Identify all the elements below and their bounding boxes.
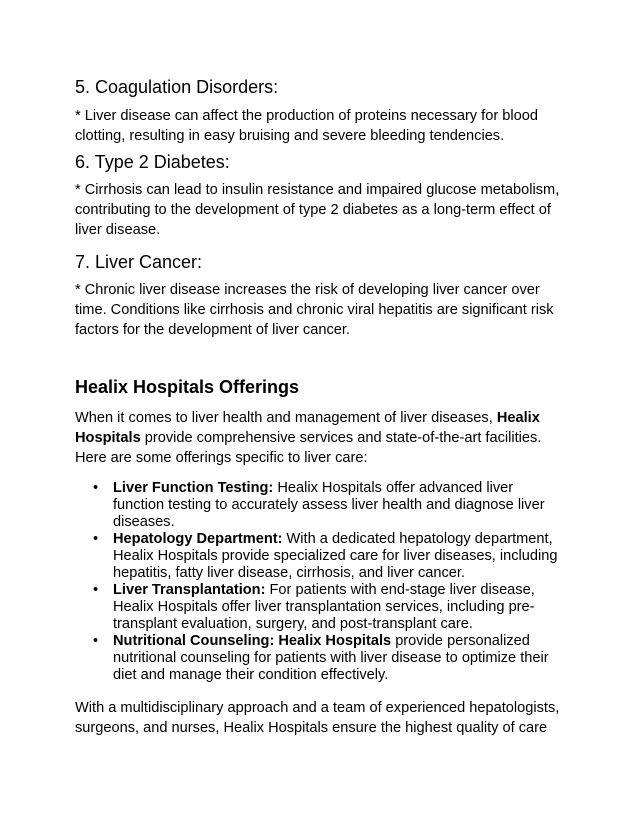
list-item-text: With a dedicated hepatology department, Healix Hospitals provide specialized care for liver diseases, including hepatitis, fatty liver disease, cirrhosis, and liver cancer. bbox=[113, 531, 558, 581]
section-text-diabetes: * Cirrhosis can lead to insulin resistance and impaired glucose metabolism, contributing to the development of type 2 diabetes as a long-term effect of liver disease. bbox=[75, 182, 560, 238]
offerings-intro-after: provide comprehensive services and state-of-the-art facilities. Here are some offerings specific to liver care: bbox=[75, 430, 542, 466]
bullet-icon: • bbox=[93, 531, 99, 547]
list-item-text: Healix Hospitals offer advanced liver function testing to accurately assess liver health and diagnose liver diseases. bbox=[113, 480, 545, 530]
offerings-intro bbox=[75, 408, 555, 468]
section-heading-liver-cancer: 7. Liver Cancer: bbox=[75, 252, 203, 272]
closing-paragraph: With a multidisciplinary approach and a team of experienced hepatologists, surgeons, and nurses, Healix Hospitals ensure the highest quality of care bbox=[75, 700, 560, 736]
list-item bbox=[93, 633, 565, 684]
list-item-title: Nutritional Counseling: Healix Hospitals bbox=[113, 633, 392, 649]
section-text-coagulation: * Liver disease can affect the production of proteins necessary for blood clotting, resulting in easy bruising and severe bleeding tendencies. bbox=[75, 108, 538, 144]
list-item bbox=[93, 531, 565, 582]
list-item bbox=[93, 582, 565, 633]
section-heading-diabetes: 6. Type 2 Diabetes: bbox=[75, 152, 230, 172]
list-item-title: Liver Transplantation: bbox=[113, 582, 266, 598]
list-item-title: Hepatology Department: bbox=[113, 531, 283, 547]
list-item bbox=[93, 480, 565, 531]
bullet-icon: • bbox=[93, 480, 99, 496]
offerings-list bbox=[75, 480, 565, 684]
offerings-heading: Healix Hospitals Offerings bbox=[75, 377, 300, 397]
bullet-icon: • bbox=[93, 582, 99, 598]
section-text-liver-cancer: * Chronic liver disease increases the risk of developing liver cancer over time. Conditions like cirrhosis and chronic viral hepatitis are significant risk factors for the development of liver cancer. bbox=[75, 282, 554, 338]
list-item-text: provide personalized nutritional counseling for patients with liver disease to optimize their diet and manage their condition effectively. bbox=[113, 633, 549, 683]
bullet-icon: • bbox=[93, 633, 99, 649]
section-heading-coagulation: 5. Coagulation Disorders: bbox=[75, 77, 279, 97]
list-item-title: Liver Function Testing: bbox=[113, 480, 274, 496]
offerings-intro-before: When it comes to liver health and management of liver diseases, bbox=[75, 410, 493, 426]
list-item-text: For patients with end-stage liver disease, Healix Hospitals offer liver transplantation services, including pre-transplant evaluation, surgery, and post-transplant care. bbox=[113, 582, 535, 632]
offerings-intro-bold: Healix Hospitals bbox=[75, 410, 540, 446]
